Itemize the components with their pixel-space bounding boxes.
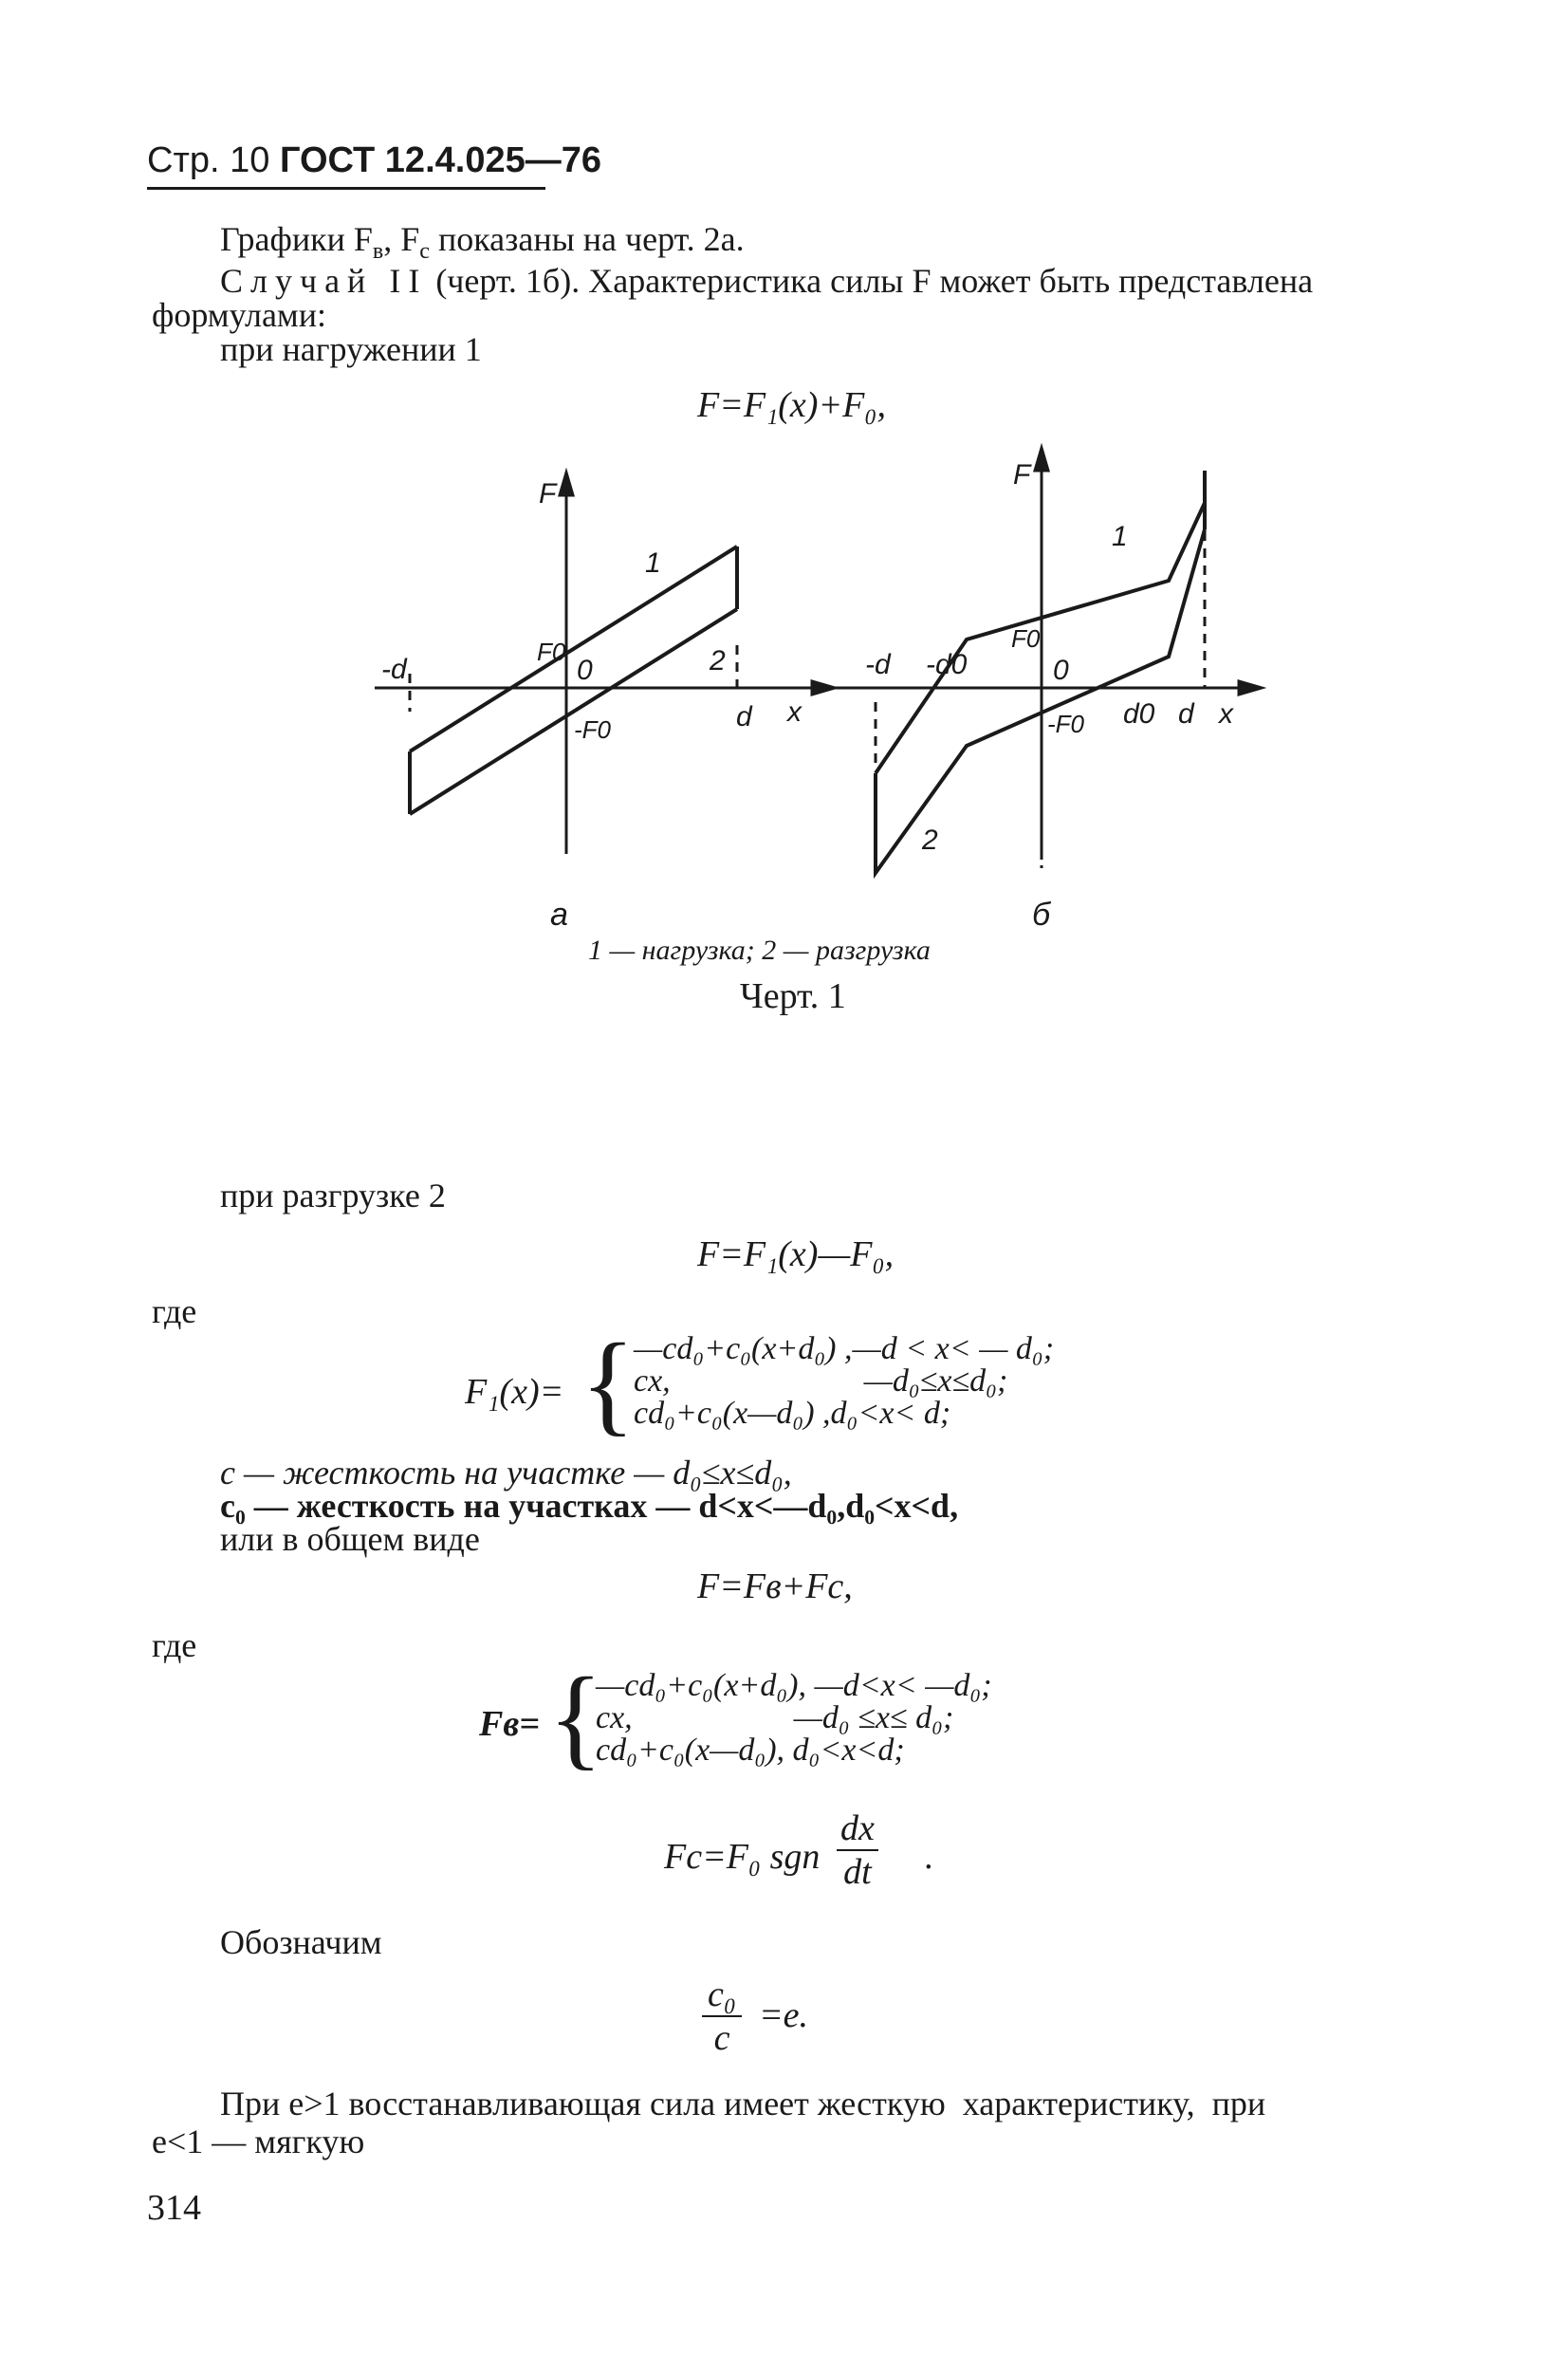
f1-brace: { [581,1320,636,1446]
fb-row-2: cx, —d₀ ≤x≤ d₀; [596,1700,954,1735]
left-label-neg-f0: -F0 [574,715,611,744]
where-label-1: где [152,1292,197,1330]
unloading-label: при разгрузке 2 [220,1177,446,1214]
fc-fraction [837,1807,878,1893]
fc-lhs: Fc=F₀ sgn [664,1837,821,1877]
figure-legend: 1 — нагрузка; 2 — разгрузка [588,935,931,966]
ratio-denominator: c [713,2018,730,2058]
general-label: или в общем виде [220,1520,480,1558]
c0-definition: c₀ — жесткость на участках — d<x<—d₀,d₀<x<d, [220,1487,959,1525]
intro-text-a: Графики F [220,220,373,258]
intro-line-2 [220,260,1313,302]
left-label-d: d [736,701,752,732]
right-x-arrow [1239,681,1262,695]
right-label-f0: F0 [1011,624,1041,653]
intro-text-c: показаны на черт. 2а. [429,220,745,258]
formula-unloading: F=F₁(x)—F₀, [697,1234,895,1274]
left-label-origin: 0 [577,655,593,686]
left-axis-x-label: x [787,696,802,728]
fb-row-3: cd₀+c₀(x—d₀), d₀<x<d; [596,1733,905,1768]
figure-caption: Черт. 1 [740,976,846,1016]
intro-sub-b: в [372,239,384,265]
right-label-1: 1 [1112,521,1128,552]
header-rule [147,187,545,190]
left-label-1: 1 [645,547,661,579]
figure-1 [360,436,1271,987]
ratio-numerator: c₀ [702,1974,742,2017]
page-number: 314 [147,2188,201,2228]
page-header [147,140,601,181]
fb-brace: { [548,1654,603,1780]
right-y-arrow [1035,448,1048,471]
right-label-d0: d0 [1123,698,1155,730]
fb-row-1: —cd₀+c₀(x+d₀), —d<x< —d₀; [596,1668,992,1703]
right-label-neg-d: -d [865,649,891,680]
left-label-f0: F0 [537,638,566,666]
case-rest: (черт. 1б). Характеристика силы F может быть представлена [427,262,1314,300]
right-label-origin: 0 [1053,655,1069,686]
ratio-tail: =e. [759,1995,809,2035]
f1-cases [634,1333,1054,1430]
where-label-2: где [152,1626,197,1664]
loading-label: при нагружении 1 [220,330,482,368]
fc-denominator: dt [843,1852,872,1892]
denote-label: Обозначим [220,1923,382,1961]
fc-tail: . [925,1837,934,1877]
f1-row-3: cd₀+c₀(x—d₀) ,d₀<x< d; [634,1396,951,1431]
left-sub-label: а [550,897,568,933]
page-label: Стр. 10 [147,140,270,180]
formula-general: F=Fв+Fc, [697,1566,853,1606]
c-definition: c — жесткость на участке — d₀≤x≤d₀, [220,1454,792,1492]
f1-row-2: cx, —d₀≤x≤d₀; [634,1363,1008,1399]
f1-lhs: F₁(x)= [465,1372,564,1412]
formula-loading: F=F₁(x)+F₀, [697,385,887,425]
left-axis-y-label: F [539,478,557,510]
right-label-2: 2 [922,825,938,856]
right-label-neg-d0: -d0 [926,649,968,680]
left-y-arrow [560,473,573,495]
right-axis-y-label: F [1013,459,1031,491]
f1-row-1: —cd₀+c₀(x+d₀) ,—d < x< — d₀; [634,1331,1055,1366]
conclusion-line-1: При e>1 восстанавливающая сила имеет жесткую характеристику, при [220,2085,1266,2122]
intro-sub-c: c [419,239,430,265]
standard-number: ГОСТ 12.4.025—76 [279,140,601,180]
fc-numerator: dx [837,1807,878,1851]
right-sub-label: б [1032,897,1051,933]
fb-cases [596,1670,992,1767]
right-axis-x-label: x [1219,698,1233,730]
right-label-d: d [1178,698,1194,730]
right-label-neg-f0: -F0 [1047,710,1084,738]
fb-lhs: Fв= [479,1704,540,1744]
intro-text-b: , F [383,220,420,258]
conclusion-line-2: e<1 — мягкую [152,2122,365,2160]
left-label-2: 2 [710,645,726,677]
left-label-neg-d: -d [381,654,407,685]
intro-line-3: формулами: [152,296,326,334]
left-unloading-line [410,609,737,814]
ratio-fraction [702,1974,742,2059]
left-x-arrow [812,681,835,695]
case-word: Случай II [220,262,428,300]
